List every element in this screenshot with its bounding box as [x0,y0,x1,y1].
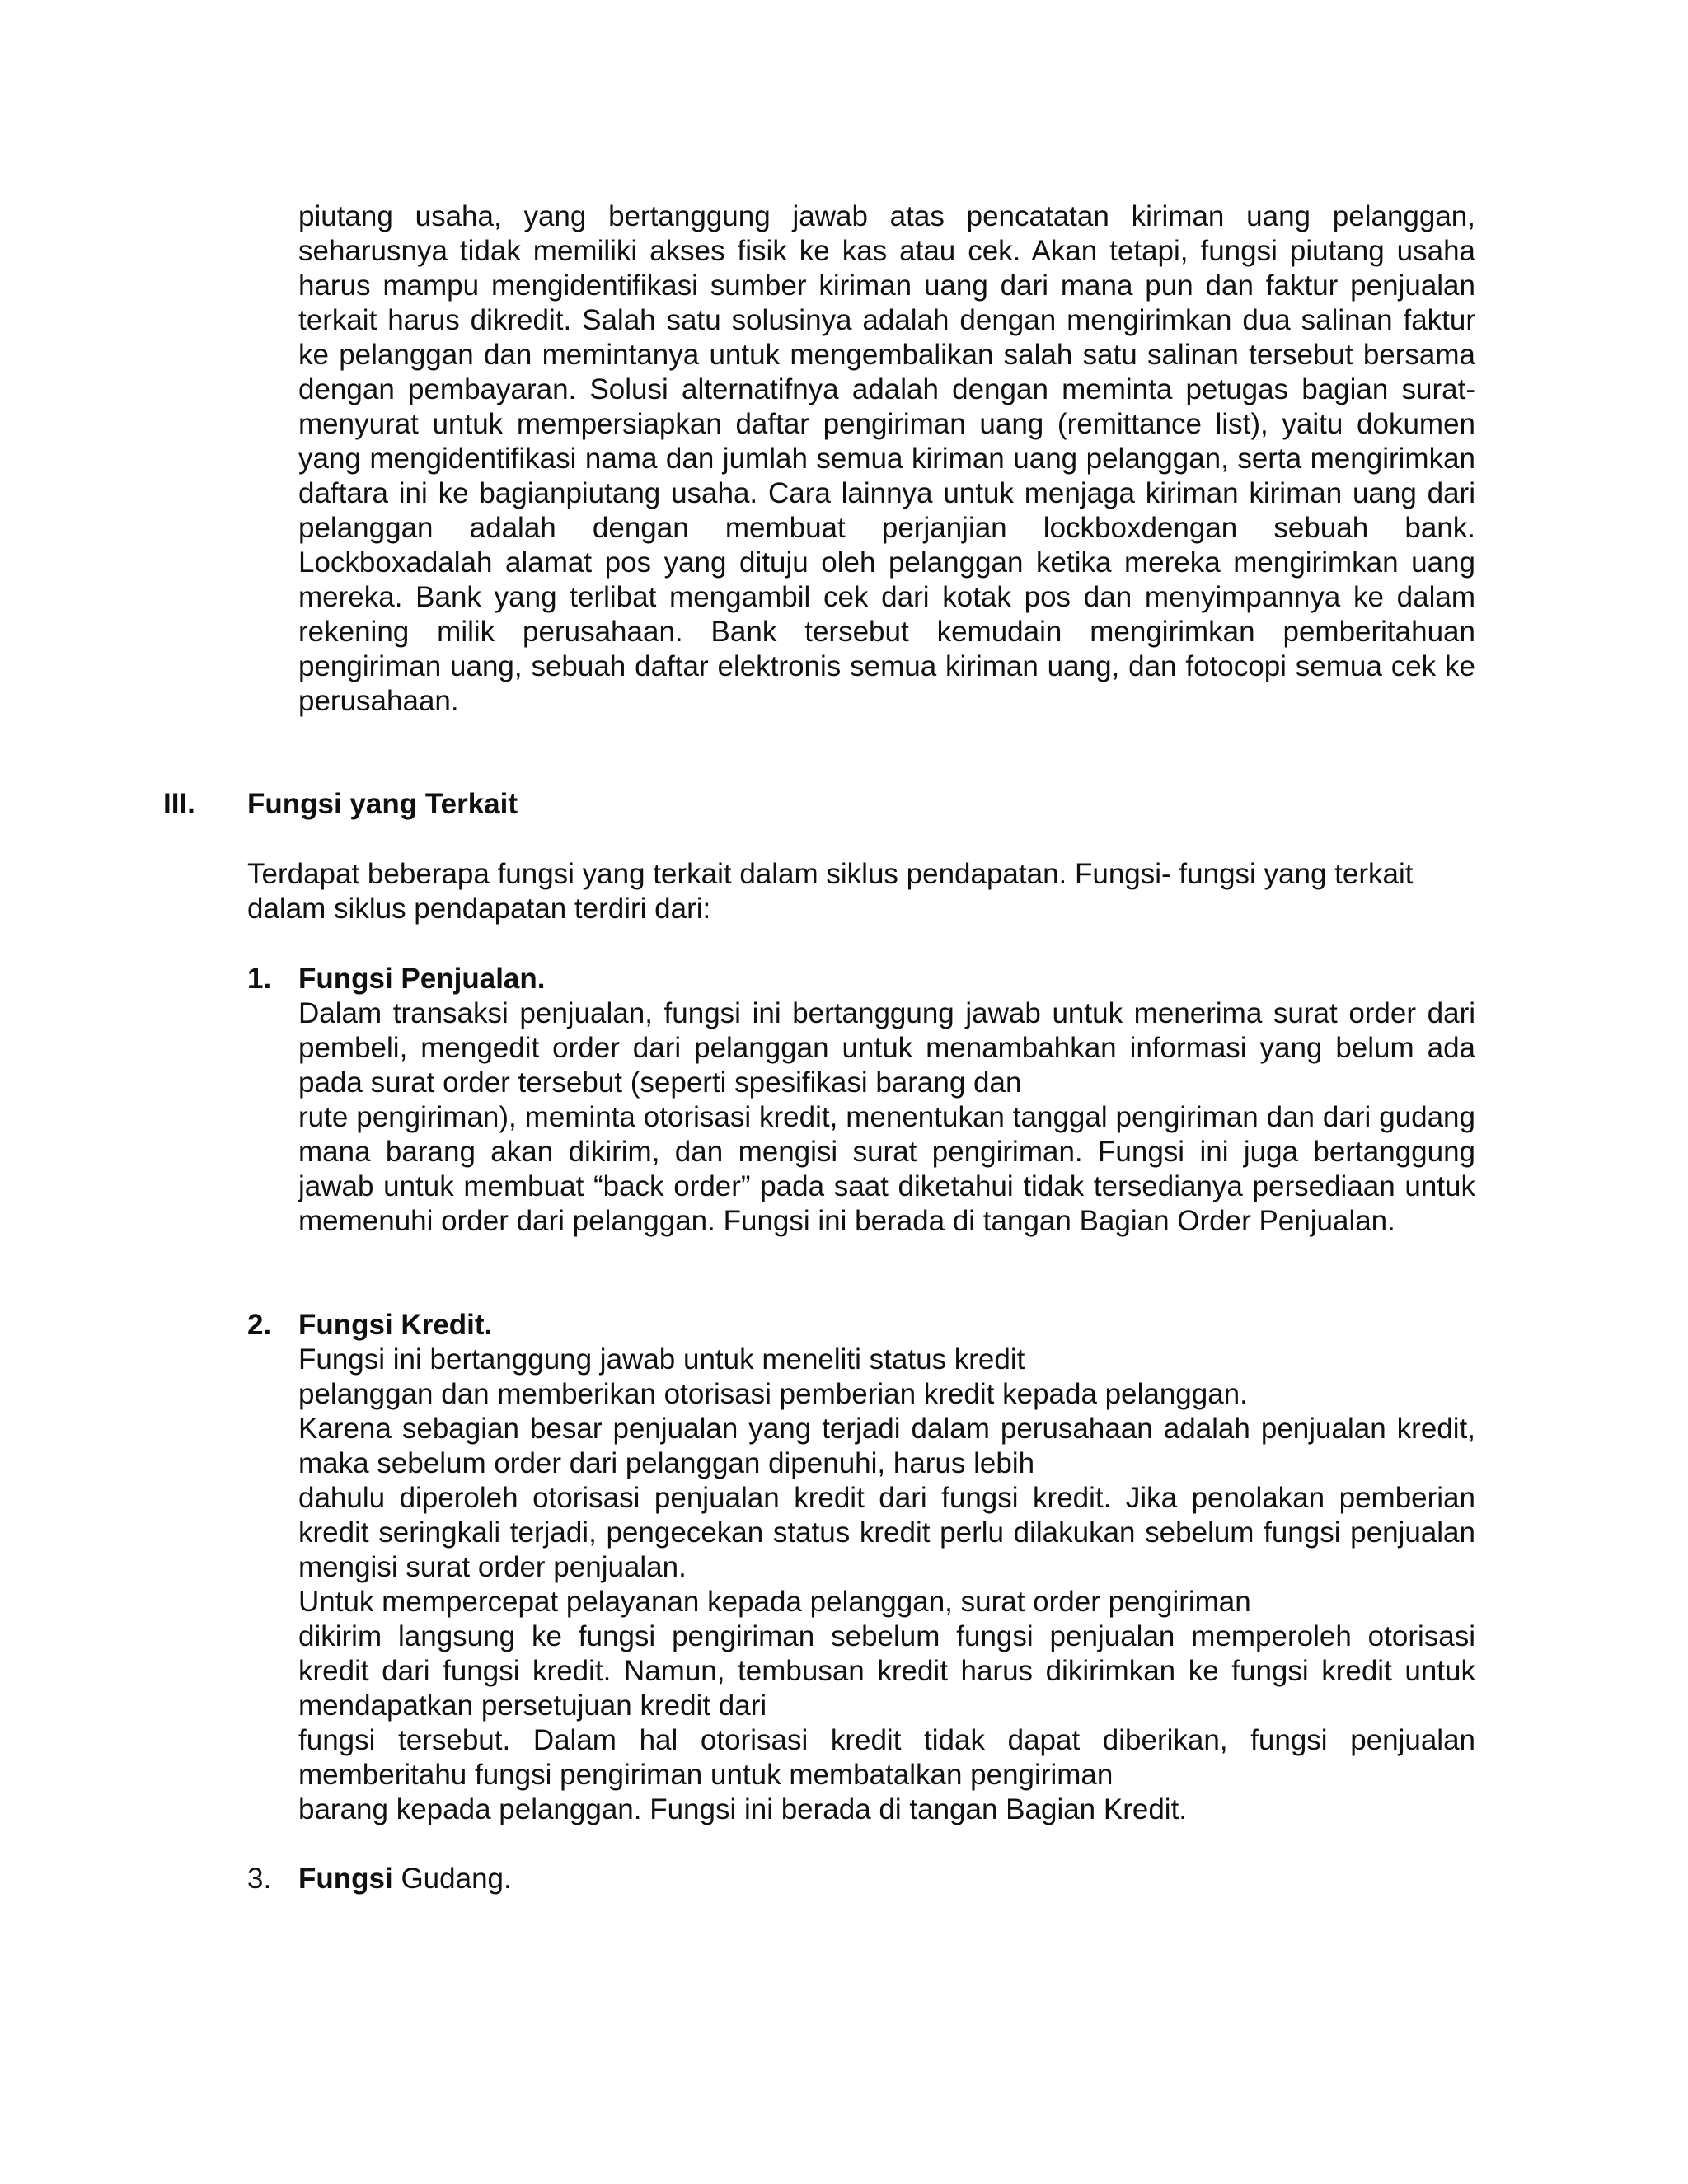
item-2-line-5: Untuk mempercepat pelayanan kepada pelanggan, surat order pengiriman [298,1586,1251,1618]
item-number-1: 1. [247,963,272,995]
item-2-paragraph-7: fungsi tersebut. Dalam hal otorisasi kredit tidak dapat diberikan, fungsi penjualan memberitahu fungsi pengiriman untuk membatalkan pengiriman [298,1724,1475,1791]
continuation-paragraph: piutang usaha, yang bertanggung jawab atas pencatatan kiriman uang pelanggan, seharusnya tidak memiliki akses fisik ke kas atau cek. Akan tetapi, fungsi piutang usaha harus mampu mengidentifikasi sumber kiriman uang dari mana pun dan faktur penjualan terkait harus dikredit. Salah satu solusinya adalah dengan mengirimkan dua salinan faktur ke pelanggan dan memintanya untuk mengembalikan salah satu salinan tersebut bersama dengan pembayaran. Solusi alternatifnya adalah dengan meminta petugas bagian surat-menyurat untuk mempersiapkan daftar pengiriman uang (remittance list), yaitu dokumen yang mengidentifikasi nama dan jumlah semua kiriman uang pelanggan, serta mengirimkan daftara ini ke bagianpiutang usaha. Cara lainnya untuk menjaga kiriman kiriman uang dari pelanggan adalah dengan membuat perjanjian lockboxdengan sebuah bank. Lockboxadalah alamat pos yang dituju oleh pelanggan ketika mereka mengirimkan uang mereka. Bank yang terlibat mengambil cek dari kotak pos dan menyimpannya ke dalam rekening milik perusahaan. Bank tersebut kemudain mengirimkan pemberitahuan pengiriman uang, sebuah daftar elektronis semua kiriman uang, dan fotocopi semua cek ke perusahaan. [298,200,1475,717]
item-title-2: Fungsi Kredit. [298,1309,493,1341]
item-1-paragraph-b: rute pengiriman), meminta otorisasi kredit, menentukan tanggal pengiriman dan dari gudang mana barang akan dikirim, dan mengisi surat pengiriman. Fungsi ini juga bertanggung jawab untuk membuat “back order” pada saat diketahui tidak tersedianya persediaan untuk memenuhi order dari pelanggan. Fungsi ini berada di tangan Bagian Order Penjualan. [298,1101,1475,1237]
section-number: III. [163,788,195,820]
item-2-paragraph-6: dikirim langsung ke fungsi pengiriman sebelum fungsi penjualan memperoleh otorisasi kredit dari fungsi kredit. Namun, tembusan kredit harus dikirimkan ke fungsi kredit untuk mendapatkan persetujuan kredit dari [298,1620,1475,1722]
section-title: Fungsi yang Terkait [247,788,518,820]
item-number-3: 3. [247,1863,272,1895]
item-2-line-2: pelanggan dan memberikan otorisasi pemberian kredit kepada pelanggan. [298,1378,1248,1410]
item-title-3-bold: Fungsi [298,1863,393,1895]
item-number-2: 2. [247,1309,272,1341]
section-intro: Terdapat beberapa fungsi yang terkait dalam siklus pendapatan. Fungsi- fungsi yang terkait dalam siklus pendapatan terdiri dari: [247,858,1414,925]
item-title-3-rest: Gudang. [392,1863,512,1895]
item-2-paragraph-4: dahulu diperoleh otorisasi penjualan kredit dari fungsi kredit. Jika penolakan pemberian kredit seringkali terjadi, pengecekan status kredit perlu dilakukan sebelum fungsi penjualan mengisi surat order penjualan. [298,1482,1475,1583]
item-1-paragraph-a: Dalam transaksi penjualan, fungsi ini bertanggung jawab untuk menerima surat order dari pembeli, mengedit order dari pelanggan untuk menambahkan informasi yang belum ada pada surat order tersebut (seperti spesifikasi barang dan [298,997,1475,1099]
item-title-3 [298,1862,512,1896]
item-2-paragraph-3: Karena sebagian besar penjualan yang terjadi dalam perusahaan adalah penjualan kredit, maka sebelum order dari pelanggan dipenuhi, harus lebih [298,1413,1475,1479]
item-2-line-8: barang kepada pelanggan. Fungsi ini berada di tangan Bagian Kredit. [298,1793,1188,1825]
item-title-1: Fungsi Penjualan. [298,963,546,995]
item-2-line-1: Fungsi ini bertanggung jawab untuk meneliti status kredit [298,1343,1025,1376]
